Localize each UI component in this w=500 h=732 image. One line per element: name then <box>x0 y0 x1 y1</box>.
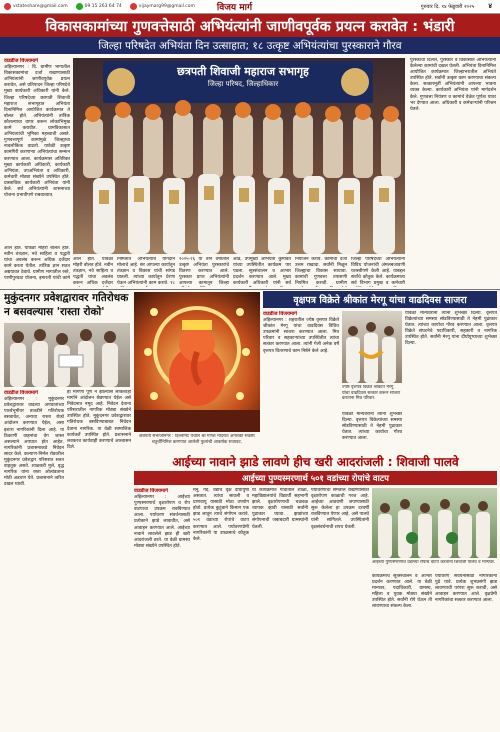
lead-column-8 <box>410 58 496 286</box>
article-text: आले होते. यावेळी मोहरी बोलत होते. नवीन तंत्रज्ञान, नवे साहित्य व पद्धती यांचा अवलंब करून अधिक दर्जेदार <box>73 257 113 287</box>
phone-item <box>76 3 122 10</box>
article-text: या कार्यक्रमात गावातील शाळा, महाविद्यालयांचे विद्यार्थी सहभागी झाले. वृक्षारोपणाची चळवळ व्यापक व्हावी यासाठी सर्वांनी पुढाकार घ्यावा. झाडांच्या संगोपनाची जबाबदारी ग्रामस्थांनी घेतली. <box>252 488 308 530</box>
lead-column-4 <box>179 257 229 287</box>
phone-icon <box>76 3 83 10</box>
article-text: वृत्तपत्र विक्रेते संघटनेचे पदाधिकारी, सहकारी व नागरिक उपस्थित होते. सर्वांनी मेरगू यांना दीर्घायुष्याच्या शुभेच्छा दिल्या. <box>405 323 497 347</box>
bottom-column-1 <box>134 488 190 728</box>
article-text: कार्यक्रमाचे सूत्रसंचालन व आभार प्रदर्शन करण्यात आले. या वेळी मान्यवर, पदाधिकारी, ग्रामस्थ, महिला व युवक मोठ्या संख्येने उपस्थित होते. सर्वांनी रोपे घेऊन ती लावण्याचा संकल्प केला. <box>372 574 432 610</box>
byline: वाडडीज विजयमार्ग <box>134 488 168 494</box>
masthead-strip <box>0 0 500 14</box>
memorandum-paper <box>59 355 83 367</box>
email-item <box>4 3 68 10</box>
banner-title: छत्रपती शिवाजी महाराज सभागृह <box>177 65 309 78</box>
meragu-photo <box>342 311 402 383</box>
award-ceremony-photo <box>73 58 405 254</box>
mid-right-column-1 <box>263 311 339 451</box>
lead-column-7 <box>351 257 405 287</box>
article-text: मुकुंदनगर प्रवेशद्वारावर गतिरोधक बसविण्याबाबत निवेदन देताना नागरिक. या वेळी सामाजिक कार्यकर्ते उपस्थित होते. प्रशासनाने लवकरच कार्यवाही करण्याचे आश्वासन दिले. <box>67 414 131 450</box>
article-text: कल्याण-निर्मल रोडवरील मुकुंदनगर प्रवेशद्वार परिसरात सतत वाहतूक असते. शाळकरी मुले, वृद्ध नागरिक यांना रस्ता ओलांडताना मोठी अडचण येते. प्रशासनाने त्वरित दखल घ्यावी. <box>4 451 64 488</box>
article-text: पुरस्कार्थी दिलेले, पुरस्कार व विकासात अभियंत्यांनी केलेल्या कामांची दखल घेतली. अभियंता दिनानिमित्त आयोजित कार्यक्रमात जिल्हाभरातील अभियंते उपस्थित होते. सर्वांनी उत्कृष्ट काम करण्याचा संकल्प केला. सत्कारमूर्ती अभियंत्यांनी आपल्या भावना व्यक्त केल्या. कार्यकारी अभियंता यांनी मार्गदर्शन केले. गुणवत्ता नियंत्रण व कामांचे वेळेत पूर्णत्व यावर भर देण्यात आला. अधिकारी व कर्मचाऱ्यांनी परिश्रम घेतले. <box>410 58 496 112</box>
palve-subhead: आईच्या पुण्यस्मरणार्थ ५०१ वडांच्या रोपांचे वाटप <box>134 471 497 485</box>
lead-column-1b <box>4 246 70 282</box>
meragu-caption: ज्येष्ठ वृत्तपत्र विक्रेते श्रीकांत मेरगू यांचा वाढदिवस सत्कार करून साजरा करताना मित्र परिवार. <box>342 385 401 402</box>
ganesha-photo <box>134 292 260 432</box>
paper-name: विजय मार्ग <box>216 3 253 13</box>
article-text: पर्यावरणाचा समतोल राखण्यासाठी वृक्षारोपण काळाची गरज आहे. आईच्या आठवणी जपण्यासाठी सुरू केलेला हा उपक्रम दरवर्षी राबविण्यात येणार आहे, असे पालवे यांनी सांगितले. उपस्थितांनी वृक्षसंवर्धनाची शपथ घेतली. <box>311 488 369 530</box>
divider <box>0 289 500 290</box>
bottom-column-5 <box>372 574 432 728</box>
lead-column-2 <box>73 257 113 287</box>
lead-column-3 <box>117 257 175 287</box>
mukundnagar-headline: मुकुंदनगर प्रवेशद्वारावर गतिरोधक न बसवल्यास 'रास्ता रोको' <box>4 292 129 318</box>
lead-column-1 <box>4 58 70 244</box>
people-illustration <box>342 311 402 383</box>
email2-item <box>130 3 195 10</box>
email-text: vstateshare@gmail.com <box>13 4 68 9</box>
article-text: यावेळी मान्यवरांनी त्यांना शुभेच्छा दिल्या. वृत्तपत्र विक्रेत्यांच्या समस्या सोडविण्यासाठी ते नेहमी पुढाकार घेतात. त्यांच्या कार्याचा गौरव करण्यात आला. <box>342 412 402 442</box>
emblem-left <box>107 68 135 96</box>
lead-headline: विकासकामांच्या गुणवत्तेसाठी अभियंत्यांनी जाणीवपूर्वक प्रयत्न करावेत : भंडारी <box>0 14 500 37</box>
sapling-caption: आईच्या पुण्यस्मरणार्थ वडाच्या रोपांचे वाटप करताना शिवाजी पालवे व मान्यवर. <box>372 560 496 565</box>
article-text: २०२५-२६ या तीन वर्षांतील उत्कृष्ट अभियंता पुरस्कारांचे वितरण करण्यात आले. पुरस्कार प्राप्त अभियंत्यांनी आपल्या कामातून जिल्हा <box>179 257 229 287</box>
phone-text: 09 15 263 64 74 <box>84 4 122 9</box>
article-text: अहिल्यानगर : शहरातील ज्येष्ठ वृत्तपत्र विक्रेते श्रीकांत मेरगू यांचा वाढदिवस विविध उपक्रमांनी साजरा करण्यात आला. मित्र परिवार व सहकाऱ्यांच्या उपस्थितीत त्यांचा सत्कार करण्यात आला. त्यांनी गेली अनेक वर्षे वृत्तपत्र वितरणाचे काम निष्ठेने केले आहे. <box>263 318 339 354</box>
email2-text: vijaymarg99@gmail.com <box>138 4 195 9</box>
byline: वाडडीज विजयमार्ग <box>4 390 38 396</box>
memorandum-photo <box>4 323 130 387</box>
article-text: यावेळी मान्यवरांनी त्यांना शुभेच्छा दिल्या. वृत्तपत्र विक्रेत्यांच्या समस्या सोडविण्यासाठी ते नेहमी पुढाकार घेतात. त्यांच्या कार्याचा गौरव करण्यात आला. <box>405 311 497 329</box>
bottom-column-3 <box>252 488 308 728</box>
lead-column-6 <box>295 257 347 287</box>
mail-icon <box>4 3 11 10</box>
page-number: ४ <box>488 2 492 10</box>
article-text: जिल्हा परिषदेच्या अभियंत्यांनी विविध योजनांची अंमलबजावणी यशस्वीपणे केली आहे. याबद्दल सर्वांचे कौतुक केले. कार्यक्रमाला सर्व विभाग प्रमुख व कर्मचारी <box>351 257 405 287</box>
ganesha-illustration <box>134 292 260 432</box>
bottom-column-4 <box>311 488 369 728</box>
crowd-row-front <box>93 174 395 254</box>
mid-right-column-3 <box>405 311 497 451</box>
banner-subtitle: जिल्हा परिषद, जिल्हाधिकार <box>207 80 279 88</box>
byline: वाडडीज विजयमार्ग <box>4 58 38 64</box>
bottom-column-6 <box>435 574 497 728</box>
emblem-right <box>341 68 369 96</box>
pedestal <box>134 410 260 432</box>
issue-date: गुरुवार दि. १४ फेब्रुवारी २०२५ <box>420 3 475 10</box>
bottom-column-2 <box>193 488 249 728</box>
article-text: मनु, गर्दे, वडाचे वृक्ष दीर्घायुषी असतात. त्यांचा सावली व प्राणवायू यासाठी मोठा उपयोग होतो. प्रत्येक कुटुंबाने किमान एक झाड लावून त्याचे संगोपन करावे. ५०१ वडाच्या रोपांचे वाटप करण्यात आले. पर्यावरणप्रेमी नागरिकांनी या उपक्रमाचे कौतुक केले. <box>193 488 249 542</box>
article-text: अहिल्यानगर : आईच्या पुण्यस्मरणार्थ वृक्षारोपण व रोप वाटपाचा उपक्रम राबविण्यात आला. पर्यावरण संवर्धनासाठी प्रत्येकाने झाडे लावावीत, असे आवाहन करण्यात आले. आईच्या नावाने लावलेले झाड ही खरी आदरांजली ठरते. या वेळी ग्रामस्थ मोठ्या संख्येने उपस्थित होते. <box>134 495 190 549</box>
crown <box>182 320 212 330</box>
sapling-distribution-photo <box>372 488 497 558</box>
article-text: अहिल्यानगर : मुकुंदनगर प्रवेशद्वारावर वाढत्या अपघातांच्या पार्श्वभूमीवर तातडीने गतिरोधक बसवावेत, अन्यथा रास्ता रोको आंदोलन करण्यात येईल, असा इशारा नागरिकांनी दिला आहे. या ठिकाणी वाहनांचा वेग जास्त असल्याने अपघात होत आहेत. नागरिकांनी प्रशासनाकडे निवेदन सादर केले. <box>4 397 64 457</box>
mail-icon <box>130 3 137 10</box>
article-text: निर्मितीत अभियंत्यांचे योगदान मोलाचे आहे. सर आपल्या कार्यातून तंत्रज्ञान व विकास यांची सांगड घातली. त्यांच्या कार्यातून प्रेरणा घेऊन अभियंत्यांनी काम करावे. १८ <box>117 257 175 287</box>
mid-right-column-2 <box>342 412 402 452</box>
byline: वाडडीज विजयमार्ग <box>263 311 297 317</box>
article-text: आढे, उपमुख्य अभियंता कुमावत यांच्या उपस्थितीत कार्यक्रम पार पडला. सूत्रसंचालन व आभार प्रदर्शन करण्यात आले. मुख्य कार्यकारी अधिकारी यांनी सर्व <box>233 257 291 287</box>
article-text: आले होते. यावेळी मोहरी बोलत होते. नवीन तंत्रज्ञान, नवे साहित्य व पद्धती यांचा अवलंब करून अधिक दर्जेदार कामे करता येतील. तांत्रिक ज्ञान सतत अद्ययावत ठेवावे. ग्रामीण भागातील रस्ते, पाणीपुरवठा योजना, इमारती यांची कामे <box>4 246 70 282</box>
ganesha-caption: छत्रपती संभाजीनगर : दिल्लीगेट येथील श्री गणेश मंदिरात अंगारकी संकष्टी चतुर्थीनिमित्त करण्यात आलेली फुलांची आकर्षक सजावट. <box>139 434 255 445</box>
meragu-headline: वृक्षपत्र विक्रेते श्रीकांत मेरगू यांचा वाढदिवस साजरा <box>263 291 497 308</box>
crowd-row-back <box>83 112 401 178</box>
article-text: ही मागणी पूर्ण न झाल्यास लोकशाही मार्गाने आंदोलन छेडण्यात येईल असे निवेदनात नमूद आहे. निवेदन देताना परिसरातील नागरिक मोठ्या संख्येने उपस्थित होते. <box>67 390 131 420</box>
lead-subhead: जिल्हा परिषदेत अभियंता दिन उत्साहात; १८ उत्कृष्ट अभियंत्यांचा पुरस्काराने गौरव <box>0 37 500 54</box>
article-text: नियोजन करावे. कामांचा दर्जा उत्तम राखावा. सर्वांनी मिळून जिल्ह्याचा विकास साधावा. कामांची गुणवत्ता तपासणी नियमित करावी. ग्रामीण <box>295 257 347 287</box>
palve-headline: आईच्या नावाने झाडे लावणे हीच खरी आदरांजली : शिवाजी पालवे <box>172 454 459 469</box>
article-text: अहिल्यानगर : दि. ग्रामीण भागातील विकासकामांचा दर्जा राखण्यासाठी अभियंत्यांनी जाणीवपूर्वक प्रयत्न करावेत, असे प्रतिपादन जिल्हा परिषदेचे मुख्य कार्यकारी अधिकारी यांनी केले. जिल्हा परिषदेच्या छत्रपती शिवाजी महाराज सभागृहात अभियंता दिनानिमित्त आयोजित कार्यक्रमात ते बोलत होते. अभियंत्यांनी तांत्रिक कौशल्याचा वापर करून लोकाभिमुख कामे करावीत. ग्रामविकासात अभियंत्यांची भूमिका महत्त्वाची असते. गुणवत्तापूर्ण कामांमुळे जिल्ह्याचा नावलौकिक वाढतो. यावेळी उत्कृष्ट कामगिरी करणाऱ्या अभियंत्यांचा सन्मान करण्यात आला. कार्यक्रमास अतिरिक्त मुख्य कार्यकारी अधिकारी, कार्यकारी अभियंता, उपअभियंता व अधिकारी, कर्मचारी मोठ्या संख्येने उपस्थित होते. प्रास्ताविक कार्यकारी अभियंता यांनी केले. सर्व अभियंत्यांनी शासनाच्या योजना प्रभावीपणे राबवाव्यात. <box>4 65 70 199</box>
people-illustration <box>4 323 130 387</box>
article-text: पर्यावरण संवर्धनासाठी नागरिकांनी पुढे यावे. प्रत्येक शुभप्रसंगी झाड लावण्याची परंपरा सुरू करावी, असे आवाहन करण्यात आले. वृक्षप्रेमी नागरिकांचा सत्कार करण्यात आला. <box>435 574 497 604</box>
mid-left-column-1 <box>4 390 64 652</box>
mid-left-column-2 <box>67 390 131 652</box>
lead-column-5 <box>233 257 291 287</box>
people-illustration <box>372 488 497 558</box>
